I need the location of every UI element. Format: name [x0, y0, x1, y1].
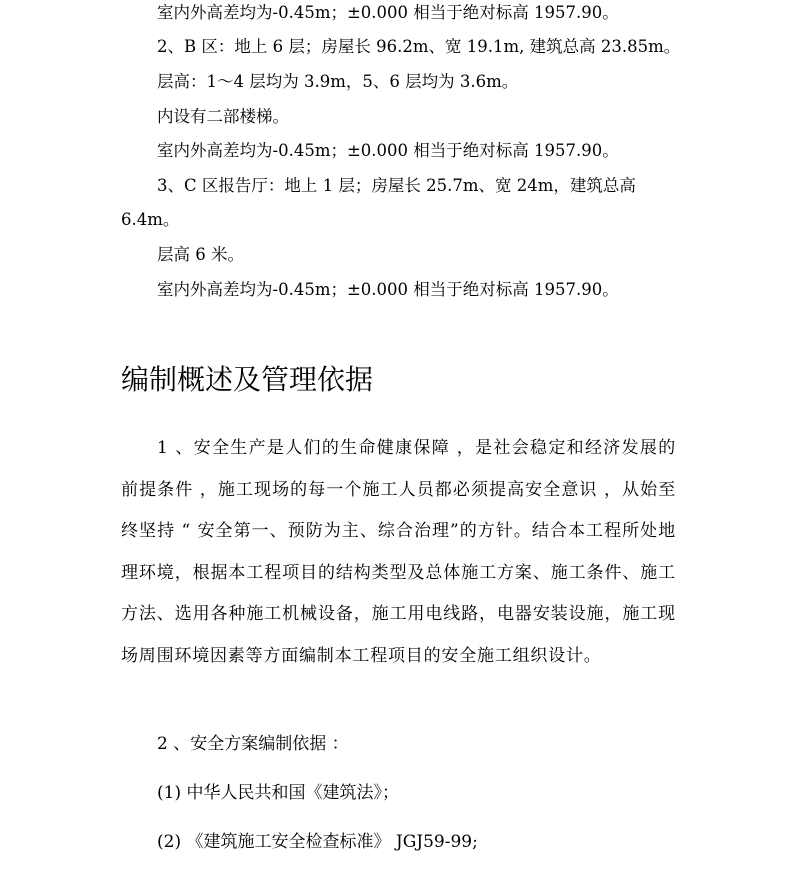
text-line: 内设有二部楼梯。	[157, 107, 289, 126]
section-heading: 编制概述及管理依据	[121, 363, 374, 396]
list-heading: 2 、安全方案编制依据 ：	[157, 734, 349, 754]
body-paragraph: 1 、安全生产是人们的生命健康保障 ，是社会稳定和经济发展的前提条件 ，施工现场的每一个施工人员都必须提高安全意识 ，从始至终坚持 “ 安全第一、预防为主、综合治理”的方针。结合本工程所处地理环境，根据本工程项目的结构类型及总体施工方案、施工条件、施工方法、选用各种施工机械设备，施工用电线路，电器安装设施，施工现场周围环境因素等方面编制本工程项目的安全施工组织设计。	[121, 438, 676, 666]
text-line: 室内外高差均为-0.45m；±0.000 相当于绝对标高 1957.90。	[157, 141, 619, 160]
text-line: 室内外高差均为-0.45m；±0.000 相当于绝对标高 1957.90。	[157, 3, 619, 22]
text-line: 6.4m。	[121, 210, 180, 229]
reference-item: (1) 中华人民共和国《建筑法》；	[157, 783, 399, 803]
text-line: 层高 6 米。	[157, 245, 244, 264]
text-line: 2、B 区：地上 6 层；房屋长 96.2m、宽 19.1m, 建筑总高 23.85m。	[157, 37, 681, 56]
text-line: 层高：1～4 层均为 3.9m，5、6 层均为 3.6m。	[157, 72, 519, 91]
text-line: 室内外高差均为-0.45m；±0.000 相当于绝对标高 1957.90。	[157, 280, 619, 299]
text-line: 3、C 区报告厅：地上 1 层；房屋长 25.7m、宽 24m，建筑总高	[157, 176, 636, 195]
reference-item: (2) 《建筑施工安全检查标准》 JGJ59-99;	[157, 832, 478, 852]
